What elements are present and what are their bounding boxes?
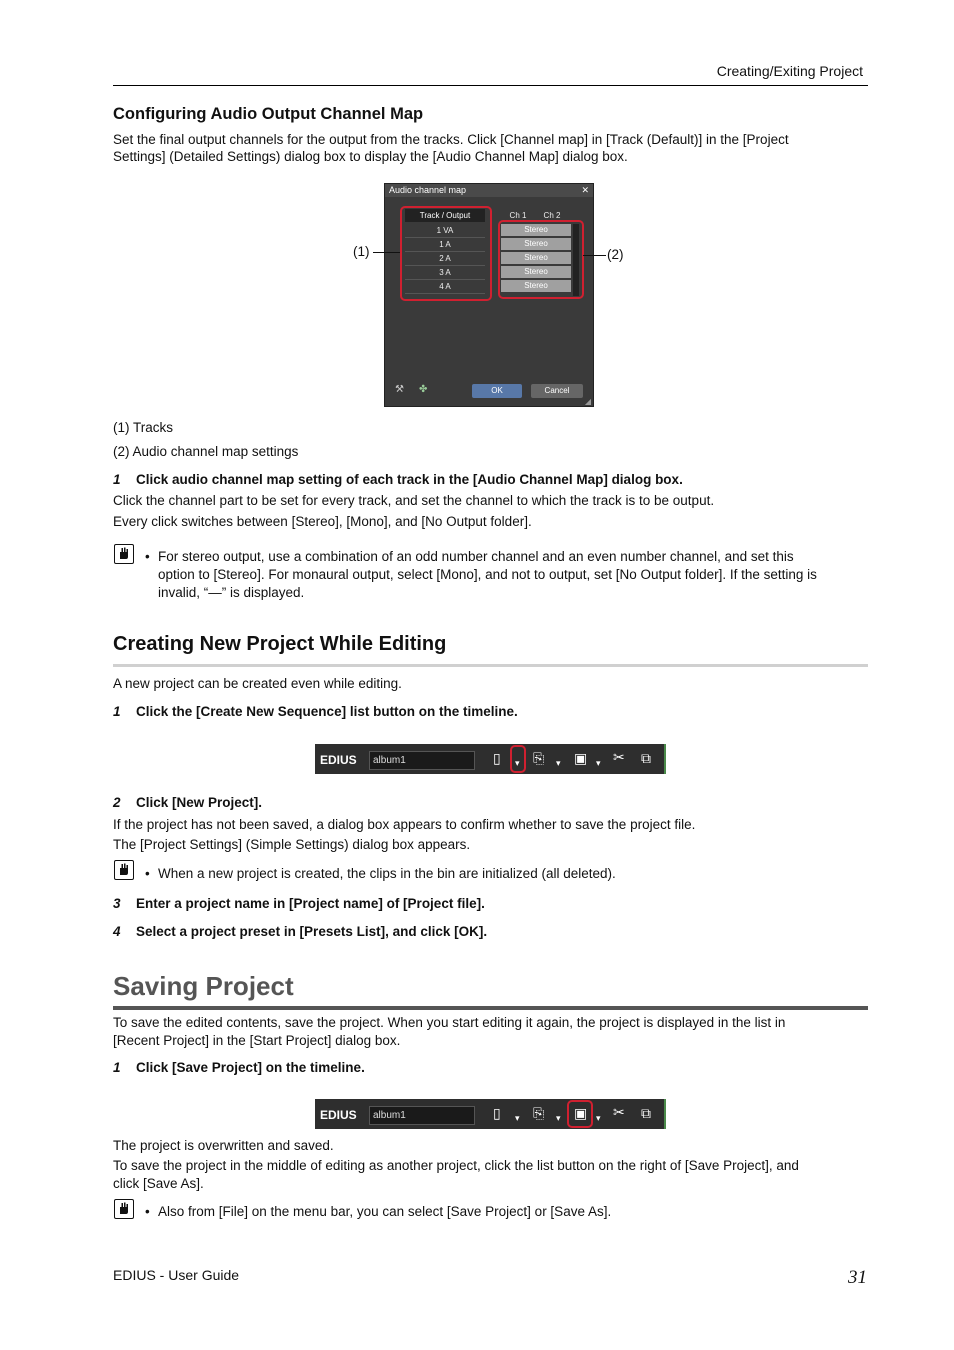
callout-1-line (373, 252, 400, 253)
step-text: Select a project preset in [Presets List], and click [OK]. (136, 924, 488, 939)
toolbar-edge (664, 744, 666, 774)
copy-icon[interactable]: ⧉ (641, 1105, 651, 1121)
intro-line: Set the final output channels for the output from the tracks. Click [Channel map] in [Track (Default)] in the [Project (113, 132, 789, 147)
col-header-ch2: Ch 2 (543, 211, 561, 220)
note-line: When a new project is created, the clips in the bin are initialized (all deleted). (158, 866, 616, 881)
step-text: Click audio channel map setting of each track in the [Audio Channel Map] dialog box. (136, 472, 683, 487)
track-row: 2 A (405, 252, 485, 266)
tracks-highlight (400, 206, 492, 301)
copy-icon[interactable]: ⧉ (641, 750, 651, 766)
note-hand-icon (114, 860, 134, 880)
step-1 (113, 704, 518, 719)
dialog-title: Audio channel map (389, 185, 467, 195)
note-bullet: • (145, 866, 150, 881)
save-icon[interactable]: ▣ (574, 750, 588, 766)
step-1 (113, 1060, 365, 1075)
resize-grip-icon[interactable]: ◢ (584, 397, 591, 406)
import-icon[interactable]: ⎘ (533, 750, 545, 766)
import-icon[interactable]: ⎘ (533, 1105, 545, 1121)
running-header: Creating/Exiting Project (716, 63, 863, 79)
step-description: If the project has not been saved, a dialog box appears to confirm whether to save the project file. (113, 817, 696, 832)
channel-setting-cell[interactable]: Stereo (501, 266, 571, 278)
step-number: 3 (113, 896, 121, 911)
result-text: click [Save As]. (113, 1176, 204, 1191)
section-title-audio-channel-map: Configuring Audio Output Channel Map (113, 105, 424, 123)
col-header-ch1: Ch 1 (509, 211, 527, 220)
toolbar-edge (664, 1099, 666, 1129)
step-2 (113, 795, 262, 810)
cancel-button[interactable]: Cancel (531, 384, 583, 398)
dialog-titlebar (385, 184, 593, 197)
track-row: 1 A (405, 238, 485, 252)
section-title-new-project: Creating New Project While Editing (113, 633, 447, 655)
channel-setting-cell[interactable]: Stereo (501, 238, 571, 250)
note-hand-icon (114, 1199, 134, 1219)
step-description: Click the channel part to be set for every track, and set the channel to which the track is to be output. (113, 493, 715, 508)
callout-2-line (583, 255, 606, 256)
step-1 (113, 472, 683, 487)
project-name-field[interactable]: album1 (369, 1106, 475, 1125)
intro-line: [Recent Project] in the [Start Project] dialog box. (113, 1033, 401, 1048)
chevron-down-icon[interactable]: ▾ (556, 758, 561, 768)
intro-line: A new project can be created even while editing. (113, 676, 402, 691)
note-line: invalid, “—” is displayed. (158, 585, 305, 600)
note-bullet: • (145, 549, 150, 564)
footer-separator: - (155, 1267, 169, 1283)
footer-title (113, 1267, 239, 1283)
note-hand-icon (114, 544, 134, 564)
track-row: 1 VA (405, 224, 485, 238)
header-divider (113, 85, 868, 86)
step-number: 1 (113, 1060, 121, 1075)
step-3 (113, 896, 485, 911)
edius-logo: EDIUS (320, 753, 357, 767)
chevron-down-icon[interactable]: ▾ (596, 1113, 601, 1123)
note-line: For stereo output, use a combination of an odd number channel and an even number channel, and set this (158, 549, 794, 564)
save-icon[interactable]: ▣ (574, 1105, 588, 1121)
close-icon[interactable]: ✕ (581, 185, 589, 195)
step-text: Click [New Project]. (136, 795, 263, 810)
project-name-field[interactable]: album1 (369, 751, 475, 770)
intro-line: To save the edited contents, save the project. When you start editing it again, the project is displayed in the list in (113, 1015, 786, 1030)
callout-2: (2) (607, 247, 624, 262)
track-row: 4 A (405, 280, 485, 294)
step-description: Every click switches between [Stereo], [Mono], and [No Output folder]. (113, 514, 532, 529)
scissors-icon[interactable]: ✂ (613, 749, 625, 765)
result-text: To save the project in the middle of editing as another project, click the list button on the right of [Save Project], and (113, 1158, 799, 1173)
settings-icon[interactable]: ⚒ (395, 384, 404, 395)
channel-setting-cell[interactable]: Stereo (501, 280, 571, 292)
timeline-toolbar (315, 744, 666, 774)
note-line: Also from [File] on the menu bar, you can select [Save Project] or [Save As]. (158, 1204, 612, 1219)
chevron-down-icon[interactable]: ▾ (556, 1113, 561, 1123)
ok-button[interactable]: OK (472, 384, 522, 398)
step-description: The [Project Settings] (Simple Settings) dialog box appears. (113, 837, 471, 852)
timeline-toolbar (315, 1099, 666, 1129)
save-button-highlight (567, 1100, 593, 1128)
note-bullet: • (145, 1204, 150, 1219)
step-text: Click [Save Project] on the timeline. (136, 1060, 365, 1075)
intro-line: Settings] (Detailed Settings) dialog box to display the [Audio Channel Map] dialog box. (113, 149, 628, 164)
list-button-highlight (510, 745, 526, 773)
page-number: 31 (848, 1267, 867, 1288)
track-row: 3 A (405, 266, 485, 280)
channel-setting-cell[interactable]: Stereo (501, 252, 571, 264)
new-file-icon[interactable]: ▯ (493, 1105, 501, 1121)
step-number: 1 (113, 472, 121, 487)
channel-settings-highlight (498, 220, 584, 299)
step-number: 4 (113, 924, 121, 939)
step-number: 2 (113, 795, 121, 810)
legend-item: (1) Tracks (113, 420, 174, 435)
note-line: option to [Stereo]. For monaural output, select [Mono], and not to output, set [No Output folder]. If the setting is (158, 567, 817, 582)
step-4 (113, 924, 487, 939)
callout-1: (1) (353, 244, 370, 259)
chevron-down-icon[interactable]: ▾ (515, 1113, 520, 1123)
audio-channel-map-dialog (384, 183, 594, 407)
step-text: Enter a project name in [Project name] of [Project file]. (136, 896, 485, 911)
legend-item: (2) Audio channel map settings (113, 444, 299, 459)
channel-setting-cell[interactable]: Stereo (501, 224, 571, 236)
scissors-icon[interactable]: ✂ (613, 1104, 625, 1120)
section-rule (113, 664, 868, 667)
chevron-down-icon[interactable]: ▾ (515, 758, 520, 768)
section-title-saving-project: Saving Project (113, 971, 294, 1001)
col-header-tracks: Track / Output (405, 209, 485, 222)
section-rule (113, 1006, 868, 1010)
step-number: 1 (113, 704, 121, 719)
footer-guide: User Guide (168, 1267, 240, 1283)
edius-logo: EDIUS (320, 1108, 357, 1122)
new-file-icon[interactable]: ▯ (493, 750, 501, 766)
chevron-down-icon[interactable]: ▾ (596, 758, 601, 768)
footer-product: EDIUS (113, 1267, 156, 1283)
step-text: Click the [Create New Sequence] list button on the timeline. (136, 704, 518, 719)
result-text: The project is overwritten and saved. (113, 1138, 334, 1153)
link-icon[interactable]: ✤ (419, 384, 428, 395)
